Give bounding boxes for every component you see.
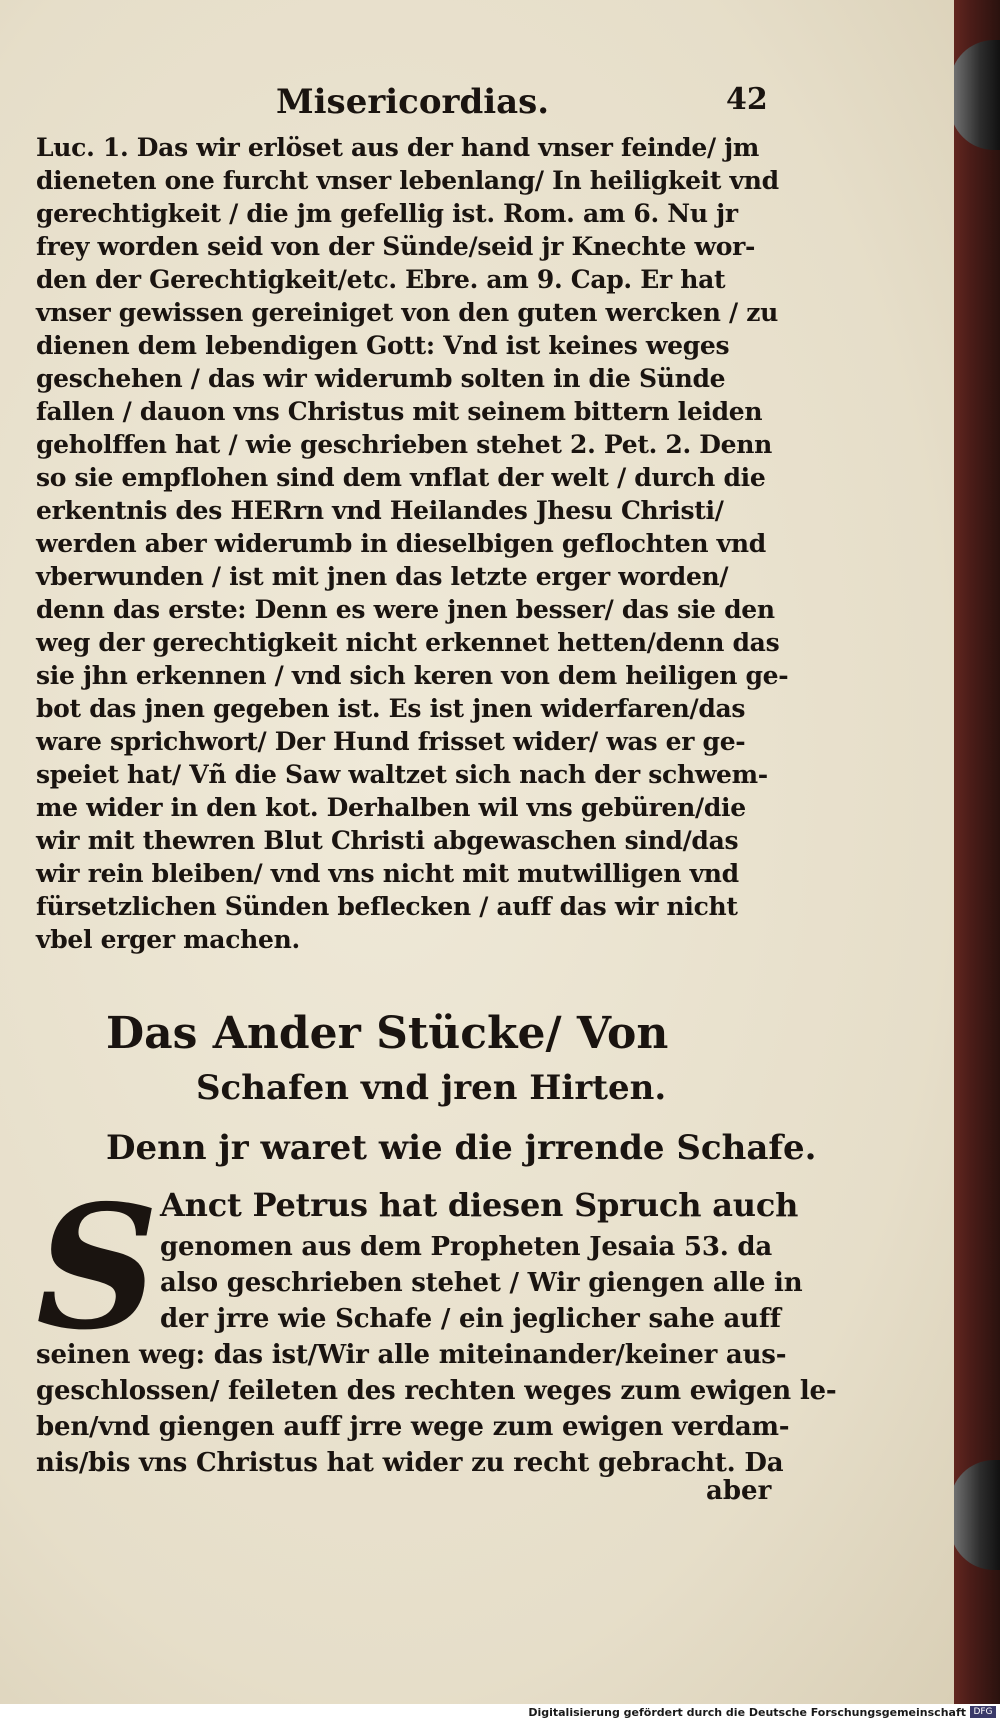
- text-line: vberwunden / ist mit jnen das letzte erger worden/: [36, 562, 729, 591]
- section-heading: Das Ander Stücke/ Von: [106, 1008, 669, 1059]
- text-line: geschehen / das wir widerumb solten in die Sünde: [36, 364, 726, 393]
- text-line: speiet hat/ Vñ die Saw waltzet sich nach der schwem-: [36, 760, 768, 789]
- text-line: weg der gerechtigkeit nicht erkennet hetten/denn das: [36, 628, 780, 657]
- scripture-quote: Denn jr waret wie die jrrende Schafe.: [106, 1128, 817, 1168]
- text-line: bot das jnen gegeben ist. Es ist jnen widerfaren/das: [36, 694, 746, 723]
- text-line: fürsetzlichen Sünden beflecken / auff das wir nicht: [36, 892, 738, 921]
- text-line: dieneten one furcht vnser lebenlang/ In heiligkeit vnd: [36, 166, 779, 195]
- text-line: der jrre wie Schafe / ein jeglicher sahe auff: [160, 1304, 781, 1334]
- section-subheading: Schafen vnd jren Hirten.: [196, 1068, 667, 1108]
- book-binding: [948, 0, 1000, 1704]
- text-line: genomen aus dem Propheten Jesaia 53. da: [160, 1232, 773, 1262]
- text-line: ben/vnd giengen auff jrre wege zum ewigen verdam-: [36, 1412, 790, 1442]
- running-header: [36, 82, 776, 122]
- catchword: aber: [706, 1476, 772, 1506]
- text-line: ware sprichwort/ Der Hund frisset wider/ was er ge-: [36, 727, 746, 756]
- text-line: geschlossen/ feileten des rechten weges zum ewigen le-: [36, 1376, 837, 1406]
- text-line: gerechtigkeit / die jm gefellig ist. Rom. am 6. Nu jr: [36, 199, 738, 228]
- dfg-logo: DFG: [970, 1706, 996, 1718]
- text-line: frey worden seid von der Sünde/seid jr Knechte wor-: [36, 232, 756, 261]
- funding-credit: Digitalisierung gefördert durch die Deutsche Forschungsgemeinschaft: [528, 1706, 966, 1719]
- text-line: fallen / dauon vns Christus mit seinem bittern leiden: [36, 397, 763, 426]
- text-line: Luc. 1. Das wir erlöset aus der hand vnser feinde/ jm: [36, 133, 760, 162]
- text-line: dienen dem lebendigen Gott: Vnd ist keines weges: [36, 331, 730, 360]
- text-line: vbel erger machen.: [36, 925, 300, 954]
- text-line: so sie empflohen sind dem vnflat der welt / durch die: [36, 463, 766, 492]
- running-title: Misericordias.: [276, 82, 550, 122]
- text-line: nis/bis vns Christus hat wider zu recht gebracht. Da: [36, 1448, 784, 1478]
- text-line: wir rein bleiben/ vnd vns nicht mit mutwilligen vnd: [36, 859, 739, 888]
- footer-bar: [0, 1704, 1000, 1721]
- text-line: also geschrieben stehet / Wir giengen alle in: [160, 1268, 803, 1298]
- text-line: vnser gewissen gereiniget von den guten wercken / zu: [36, 298, 779, 327]
- text-line: den der Gerechtigkeit/etc. Ebre. am 9. Cap. Er hat: [36, 265, 726, 294]
- text-line: denn das erste: Denn es were jnen besser/ das sie den: [36, 595, 775, 624]
- text-line: Anct Petrus hat diesen Spruch auch: [160, 1186, 799, 1224]
- page-number: 42: [726, 82, 768, 117]
- text-line: erkentnis des HERrn vnd Heilandes Jhesu Christi/: [36, 496, 724, 525]
- text-line: geholffen hat / wie geschrieben stehet 2. Pet. 2. Denn: [36, 430, 773, 459]
- text-line: me wider in den kot. Derhalben wil vns gebüren/die: [36, 793, 746, 822]
- text-line: seinen weg: das ist/Wir alle miteinander/keiner aus-: [36, 1340, 787, 1370]
- text-line: werden aber widerumb in dieselbigen geflochten vnd: [36, 529, 766, 558]
- drop-capital: S: [36, 1168, 159, 1368]
- text-line: sie jhn erkennen / vnd sich keren von dem heiligen ge-: [36, 661, 789, 690]
- text-line: wir mit thewren Blut Christi abgewaschen sind/das: [36, 826, 739, 855]
